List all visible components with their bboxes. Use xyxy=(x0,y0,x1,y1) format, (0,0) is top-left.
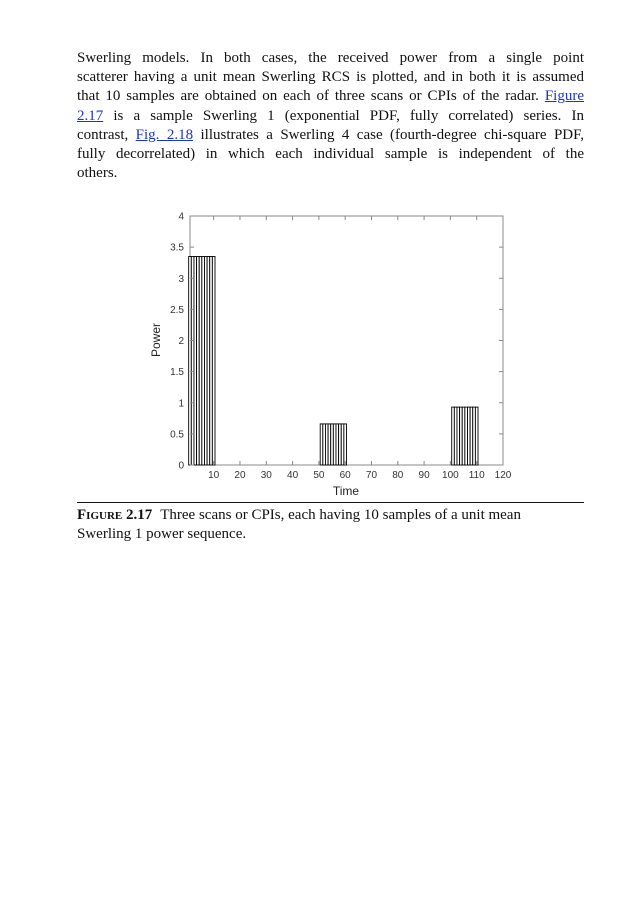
body-line-7: others. xyxy=(77,165,118,182)
figure-2-17-link-number[interactable]: 2.17 xyxy=(77,107,104,124)
x-tick-label: 20 xyxy=(234,470,246,481)
y-axis-label: Power xyxy=(149,322,163,358)
x-tick-label: 60 xyxy=(339,470,351,481)
body-line-6: fully decorrelated) in which each individual sample is independent of the xyxy=(77,146,584,163)
x-tick-label: 80 xyxy=(392,470,404,481)
y-tick-label: 1 xyxy=(178,398,184,410)
y-tick-label: 3 xyxy=(178,273,184,285)
bar-cpi1-sample-10 xyxy=(212,256,215,465)
body-paragraph xyxy=(77,49,584,183)
bar-cpi3-sample-10 xyxy=(475,407,478,465)
body-line-1: Swerling models. In both cases, the received power from a single point xyxy=(77,50,584,66)
y-tick-label: 1.5 xyxy=(170,367,184,379)
figure-2-17-link[interactable]: Figure xyxy=(544,88,584,105)
caption-line-2: Swerling 1 power sequence. xyxy=(77,526,247,543)
x-tick-label: 120 xyxy=(494,470,512,481)
x-tick-label: 90 xyxy=(418,470,430,481)
x-tick-label: 10 xyxy=(208,470,220,481)
x-tick-label: 100 xyxy=(442,470,459,481)
figure-divider xyxy=(77,502,584,503)
figure-label: Figure 2.17 xyxy=(77,507,153,523)
bar-cpi2-sample-10 xyxy=(344,424,347,465)
body-line-4-text: is a sample Swerling 1 (exponential PDF, fully correlated) series. In xyxy=(103,107,584,124)
x-axis-label: Time xyxy=(332,484,360,498)
body-line-3 xyxy=(77,87,584,106)
y-tick-label: 4 xyxy=(178,211,184,223)
x-tick-label: 110 xyxy=(468,470,485,481)
x-tick-label: 50 xyxy=(313,470,325,481)
body-line-5-start: contrast, xyxy=(77,126,129,143)
figure-caption xyxy=(77,506,584,544)
power-chart xyxy=(140,208,520,500)
caption-line-1: Three scans or CPIs, each having 10 samples of a unit mean xyxy=(160,507,521,523)
body-line-3-text: that 10 samples are obtained on each of three scans or CPIs of the radar. xyxy=(77,88,539,105)
y-tick-label: 3.5 xyxy=(170,242,184,254)
body-line-2: scatterer having a unit mean Swerling RCS is plotted, and in both it is assumed xyxy=(77,69,584,86)
y-tick-label: 0 xyxy=(178,460,184,472)
y-tick-label: 2.5 xyxy=(170,304,184,316)
body-line-5 xyxy=(77,126,584,145)
figure-2-18-link[interactable]: Fig. 2.18 xyxy=(135,126,194,143)
y-tick-label: 2 xyxy=(178,336,184,347)
x-tick-label: 40 xyxy=(287,470,299,481)
x-tick-label: 70 xyxy=(365,470,378,481)
body-line-4 xyxy=(77,107,584,126)
x-tick-label: 30 xyxy=(260,470,272,481)
figure-2-17 xyxy=(140,208,520,500)
body-line-5-text: illustrates a Swerling 4 case (fourth-degree chi-square PDF, xyxy=(193,126,585,143)
y-tick-label: 0.5 xyxy=(170,429,184,441)
